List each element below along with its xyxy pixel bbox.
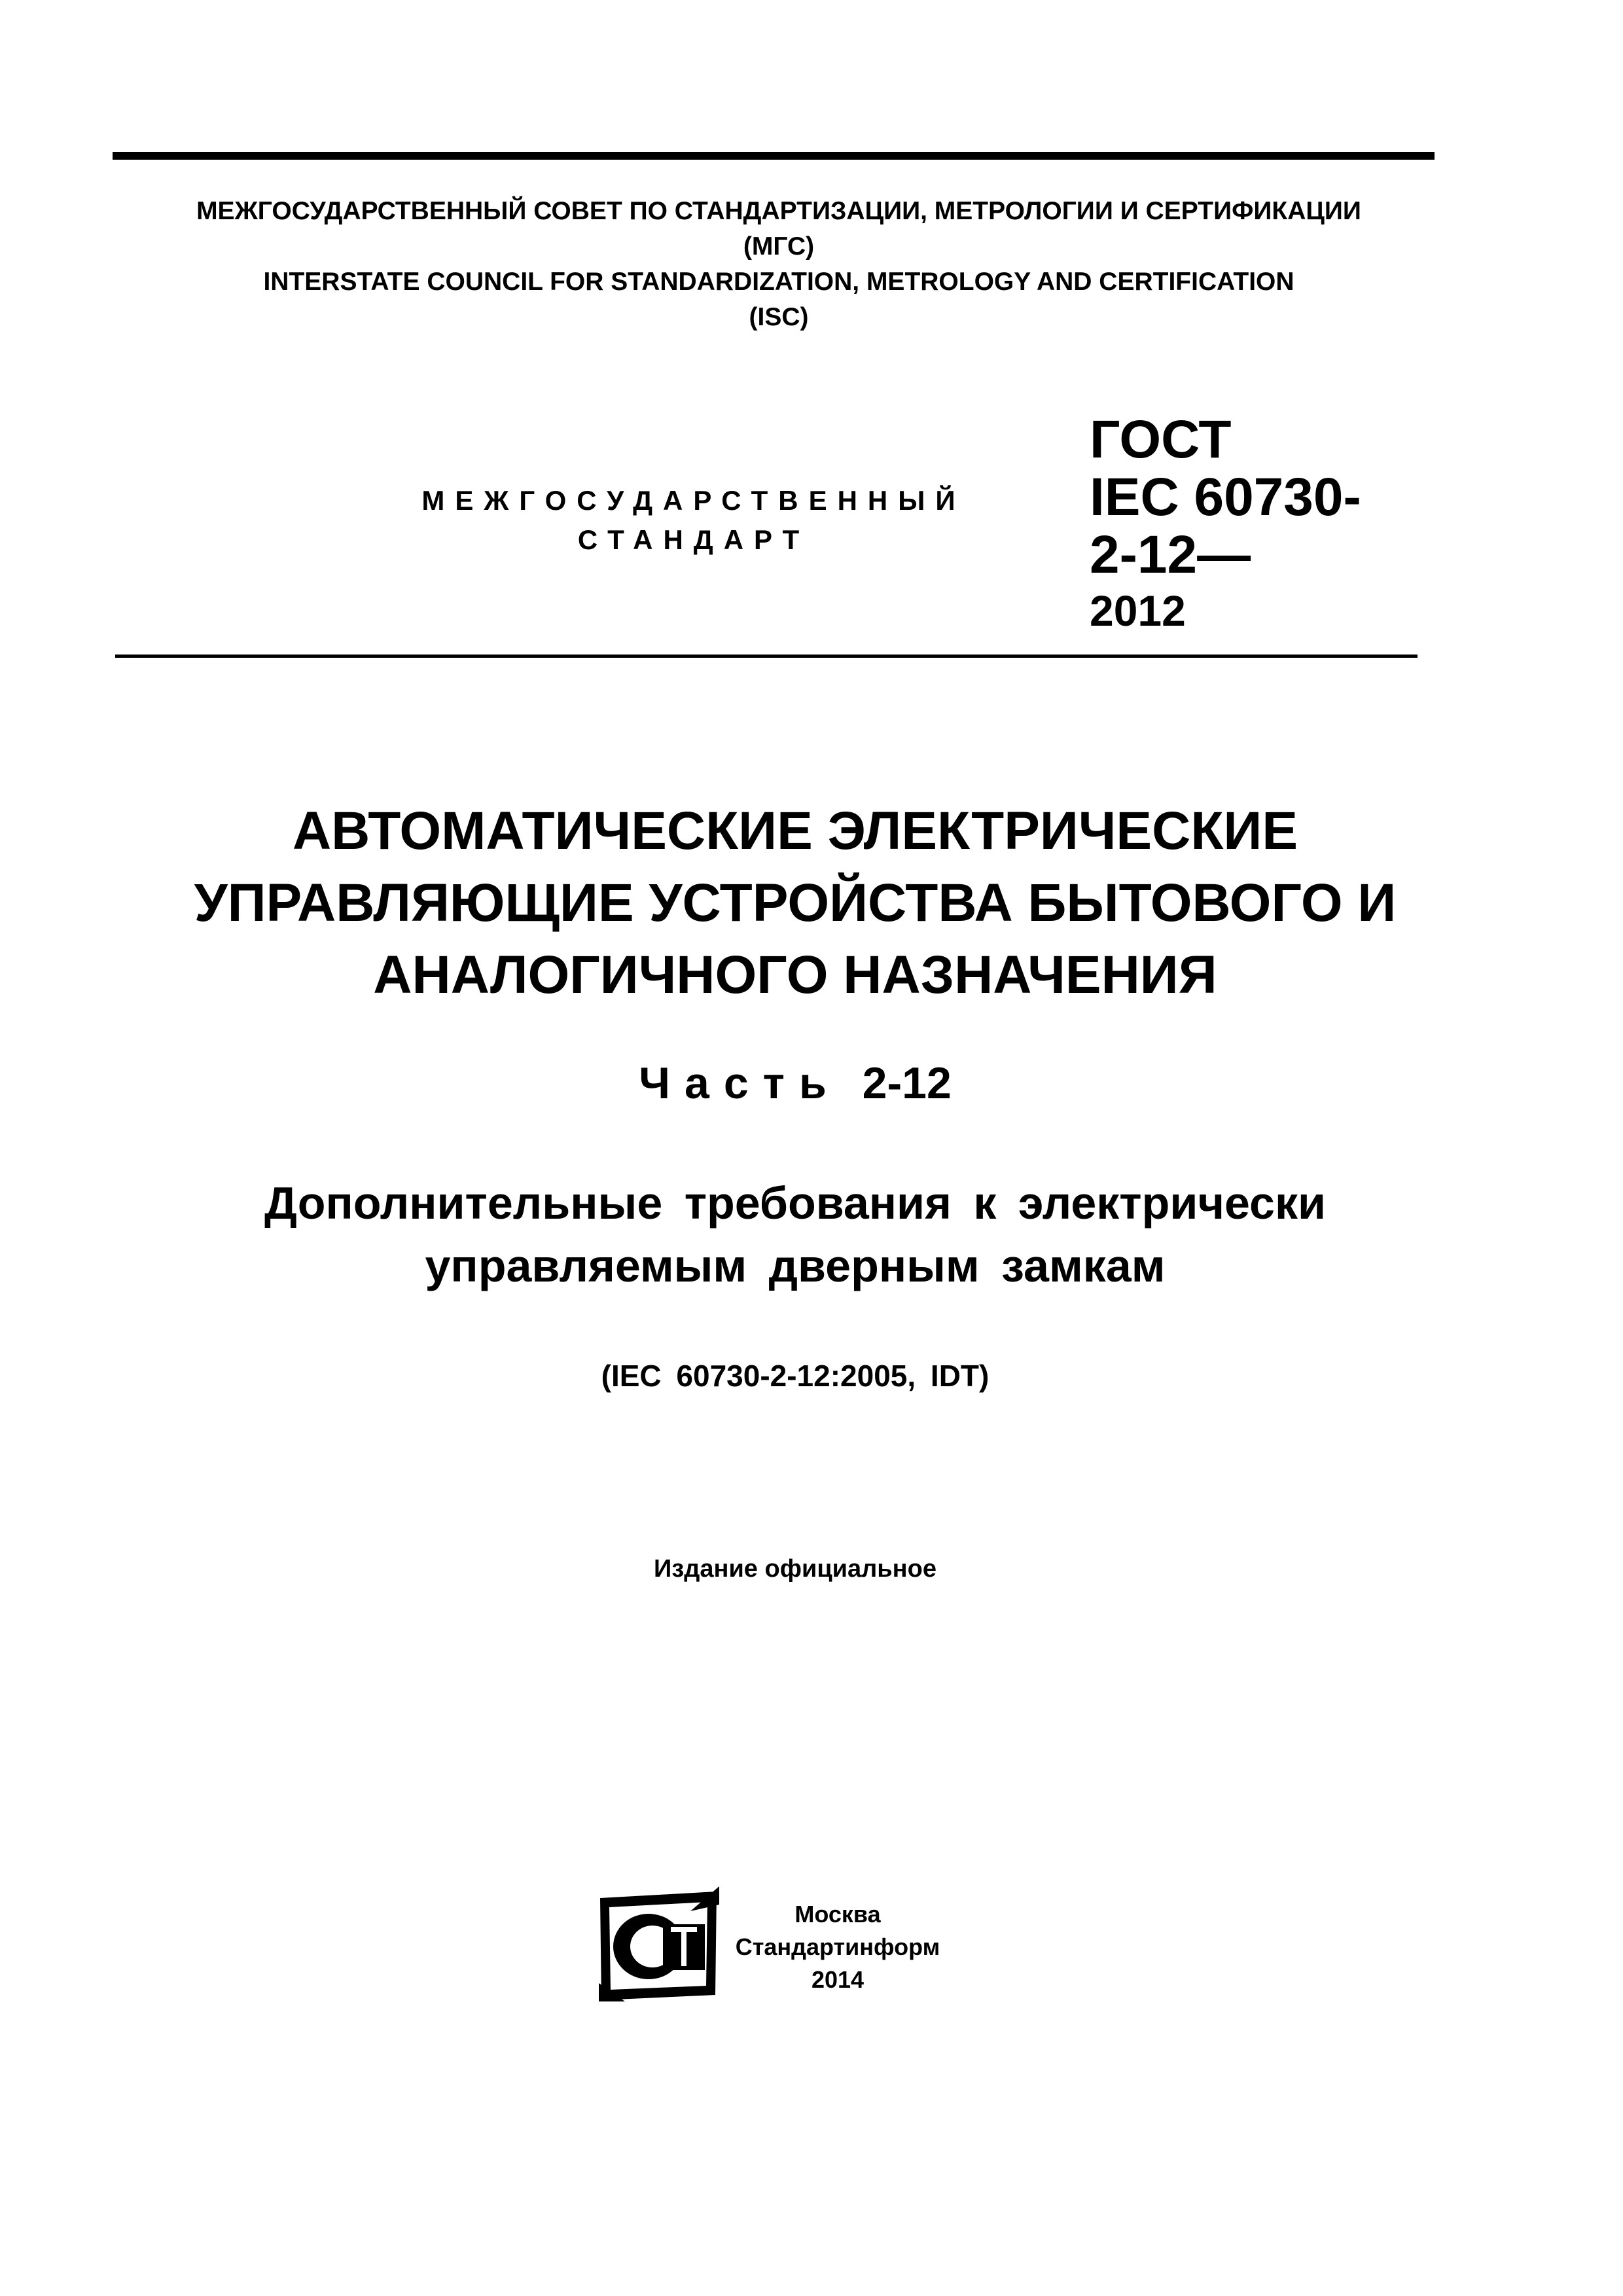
document-title: [105, 795, 1486, 1011]
designation-line2: IEC 60730-: [1090, 467, 1361, 527]
middle-rule: [115, 655, 1418, 658]
council-abbr-ru: (МГС): [743, 232, 815, 260]
publisher-block: [720, 1898, 955, 1996]
council-header: [98, 194, 1459, 335]
standard-type-line2: СТАНДАРТ: [577, 524, 810, 555]
council-name-en: INTERSTATE COUNCIL FOR STANDARDIZATION, METROLOGY AND CERTIFICATION: [263, 268, 1294, 296]
title-line1: АВТОМАТИЧЕСКИЕ ЭЛЕКТРИЧЕСКИЕ: [292, 801, 1298, 861]
council-name-ru: МЕЖГОСУДАРСТВЕННЫЙ СОВЕТ ПО СТАНДАРТИЗАЦИИ, МЕТРОЛОГИИ И СЕРТИФИКАЦИИ: [196, 197, 1361, 225]
title-line3: АНАЛОГИЧНОГО НАЗНАЧЕНИЯ: [373, 945, 1217, 1005]
council-abbr-en: (ISC): [749, 303, 809, 331]
document-subtitle: [105, 1172, 1486, 1297]
part-number: 2-12: [862, 1058, 952, 1108]
designation-line1: ГОСТ: [1090, 410, 1232, 469]
part-heading: [105, 1054, 1486, 1113]
publisher-name: Стандартинформ: [735, 1933, 940, 1960]
part-word: Часть: [639, 1058, 841, 1108]
title-line2: УПРАВЛЯЮЩИЕ УСТРОЙСТВА БЫТОВОГО И: [194, 873, 1397, 933]
standard-type-line1: МЕЖГОСУДАРСТВЕННЫЙ: [421, 485, 966, 516]
standard-type: [366, 481, 1021, 560]
designation-year: 2012: [1090, 586, 1186, 635]
subtitle-line1: Дополнительные требования к электрически: [264, 1177, 1327, 1229]
iec-reference: (IEC 60730-2-12:2005, IDT): [601, 1359, 990, 1393]
standard-designation: [1090, 411, 1430, 637]
publisher-city: Москва: [794, 1901, 881, 1928]
edition-label: Издание официальное: [654, 1555, 936, 1583]
subtitle-line2: управляемым дверным замкам: [425, 1240, 1166, 1291]
top-rule: [113, 152, 1435, 160]
designation-line3: 2-12—: [1090, 525, 1251, 584]
publisher-year: 2014: [811, 1966, 865, 1993]
standartinform-logo-icon: [592, 1885, 723, 2003]
